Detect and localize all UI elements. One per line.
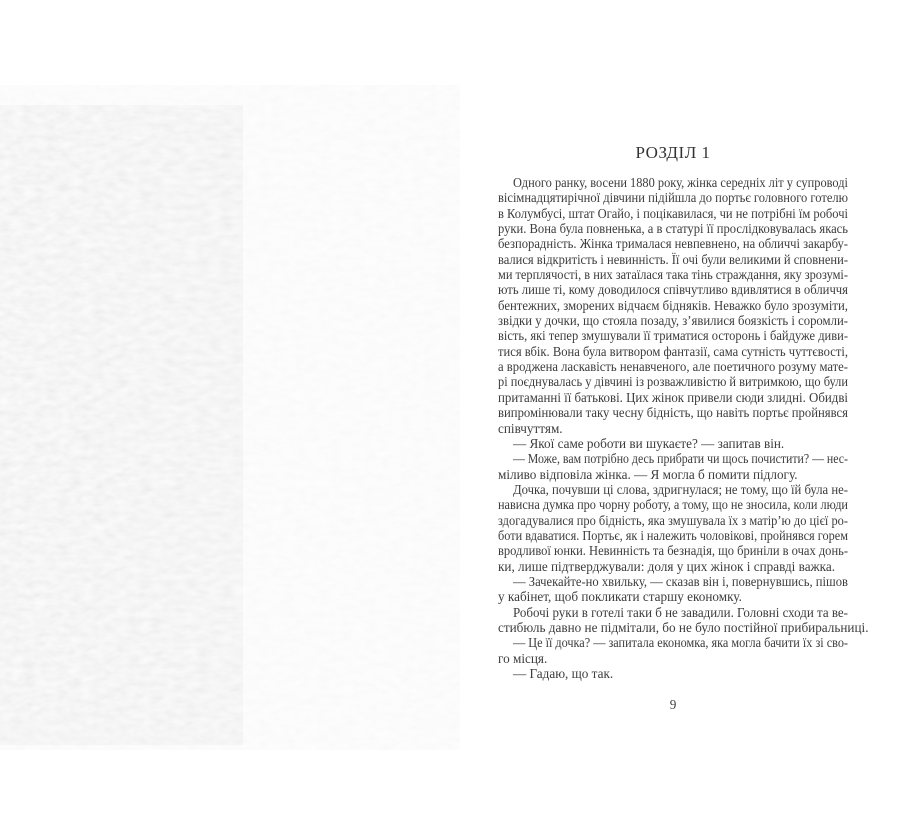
text-line: валися відкритість і невинність. Її очі були великими й сповнени- <box>498 251 848 267</box>
text-line: боти вдаватися. Портьє, як і належить чоловікові, пройнявся горем <box>498 527 848 543</box>
text-line: — Це її дочка? — запитала економка, яка могла бачити їх зі сво- <box>513 635 848 651</box>
text-line: ки, лише підтверджували: доля у цих жінок і справді важка. <box>498 558 836 574</box>
text-line: тися вбік. Вона була витвором фантазії, сама сутність чуттєвості, <box>498 343 848 359</box>
chapter-title: РОЗДІЛ 1 <box>635 143 711 162</box>
text-line: в Колумбусі, штат Огайо, і поцікавилася, чи не потрібні їм робочі <box>498 205 848 221</box>
text-line: звідки у дочки, що стояла позаду, з’явилися боязкість і соромли- <box>498 313 848 329</box>
text-line: здогадувалися про бідність, яка змушувала їх з матір’ю до цієї ро- <box>498 512 848 528</box>
text-line: вісімнадцятирічної дівчини підійшла до портьє головного готелю <box>498 190 848 206</box>
text-line: нависна думка про чорну роботу, а тому, що не зносила, коли люди <box>498 497 848 513</box>
text-line: Дочка, почувши ці слова, здригнулася; не тому, що їй була не- <box>513 481 848 497</box>
text-line: притаманні її батькові. Цих жінок привели сюди злидні. Обидві <box>498 389 848 405</box>
text-line: у кабінет, щоб покликати старшу економку. <box>498 589 742 605</box>
text-line: — Якої саме роботи ви шукаєте? — запитав він. <box>513 435 785 451</box>
text-line: вість, які тепер змушували її триматися осторонь і байдуже диви- <box>498 328 848 344</box>
text-lines <box>498 175 869 681</box>
text-line: бентежних, зморених відчаєм бідняків. Неважко було зрозуміти, <box>498 297 848 313</box>
text-line: — Зачекайте-но хвильку, — сказав він і, повернувшись, пішов <box>513 573 848 589</box>
text-line: рі поєднувалась у дівчині із розважливістю й витримкою, що були <box>498 374 848 390</box>
text-line: ють лише ті, кому доводилося співчутливо вдивлятися в обличчя <box>498 282 848 298</box>
text-line: — Гадаю, що так. <box>513 666 614 681</box>
text-line: го місця. <box>498 650 548 666</box>
text-line: — Може, вам потрібно десь прибрати чи щось почистити? — нес- <box>513 451 848 467</box>
text-line: стибюль давно не підмітали, бо не було постійної прибиральниці. <box>498 619 869 635</box>
text-line: співчуттям. <box>498 420 563 436</box>
text-line: міливо відповіла жінка. — Я могла б помити підлогу. <box>498 466 798 482</box>
scan-noise-texture <box>0 85 460 750</box>
text-line: вродливої юнки. Невинність та безнадія, що бриніли в очах донь- <box>498 543 848 559</box>
page-number: 9 <box>669 697 677 712</box>
text-line: Робочі руки в готелі таки б не завадили. Головні сходи та ве- <box>513 604 848 620</box>
text-line: руки. Вона була повненька, а в статурі її прослідковувалась якась <box>498 221 848 237</box>
text-line: Одного ранку, восени 1880 року, жінка середніх літ у супроводі <box>513 175 848 190</box>
text-line: випромінювали таку чесну бідність, що навіть портьє пройнявся <box>498 405 848 421</box>
text-line: ми терплячості, в них затаїлася така тінь страждання, яку зрозумі- <box>498 267 848 283</box>
text-line: безпорадність. Жінка трималася невпевнено, на обличчі закарбу- <box>498 236 848 252</box>
text-line: а вроджена ласкавість ненавченого, але поетичного розуму мате- <box>498 359 848 375</box>
